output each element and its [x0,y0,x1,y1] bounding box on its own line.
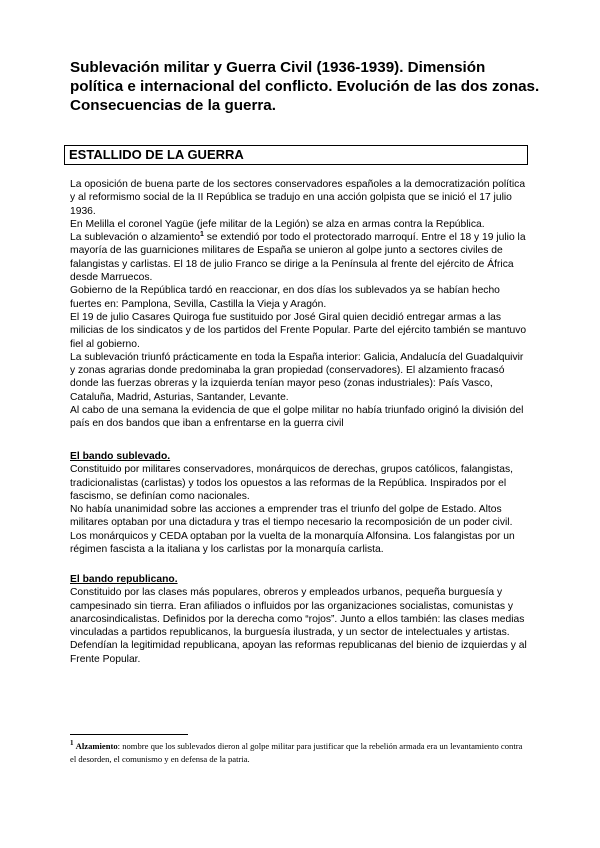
bando-republicano-block [70,573,530,666]
section-heading: ESTALLIDO DE LA GUERRA [69,147,244,162]
footnote-term: Alzamiento [75,741,118,751]
intro-paragraph: El 19 de julio Casares Quiroga fue sustituido por José Giral quien decidió entregar armas a las milicias de los sindicatos y de los partidos del Frente Popular. Parte del ejército también se mantuvo fiel al gobierno. [70,311,527,350]
document-title: Sublevación militar y Guerra Civil (1936-1939). Dimensión política e internacional del conflicto. Evolución de las dos zonas. Consecuencias de la guerra. [70,59,540,114]
republicano-paragraph: Defendían la legitimidad republicana, apoyan las reformas republicanas del bienio de izquierdas y al Frente Popular. [70,640,527,665]
intro-block [70,178,530,431]
subheading-republicano: El bando republicano. [70,574,178,585]
intro-paragraph: En Melilla el coronel Yagüe (jefe militar de la Legión) se alza en armas contra la República. [70,218,485,230]
paragraph-text: se extendió por todo el protectorado marroquí. Entre el 18 y 19 julio la mayoría de las guarniciones militares de España se unieron al golpe junto a sectores civiles de falangistas y carlistas. El 18 de julio Franco se dirige a la Península al frente del ejército de África desde Marruecos. [70,232,526,284]
intro-paragraph: Al cabo de una semana la evidencia de que el golpe militar no había triunfado originó la división del país en dos bandos que iban a enfrentarse en la guerra civil [70,405,524,430]
bando-sublevado-block [70,450,530,556]
footnote-marker: 1 [70,739,74,747]
sublevado-paragraph: Constituido por militares conservadores, monárquicos de derechas, grupos católicos, falangistas, tradicionalistas (carlistas) y todos los opuestos a las reformas de la República. Inspirados por el fascismo, se definían como nacionales. [70,464,513,502]
intro-paragraph: La oposición de buena parte de los sectores conservadores españoles a la democratización política y al reformismo social de la II República se tradujo en una acción golpista que se inició el 17 julio 1936. [70,179,526,217]
footnote-divider [70,734,188,735]
sublevado-paragraph: No había unanimidad sobre las acciones a emprender tras el triunfo del golpe de Estado. Altos militares optaban por una dictadura y tras el tiempo necesario la recomposición de un poder civil. Los monárquicos y CEDA optaban por la vuelta de la monarquía Alfonsina. Los falangistas por un régimen fascista a la italiana y los carlistas por la monarquía carlista. [70,504,515,556]
republicano-paragraph: Constituido por las clases más populares, obreros y empleados urbanos, pequeña burguesía y campesinado sin tierra. Eran afiliados o influidos por las organizaciones socialistas, comunistas y anarcosindicalistas. Definidos por la derecha como “rojos”. Junto a ellos también: las clases medias vinculadas a partidos republicanos, la burguesía ilustrada, y un sector de intelectuales y artistas. [70,587,525,639]
intro-paragraph: La sublevación triunfó prácticamente en toda la España interior: Galicia, Andalucía del Guadalquivir y zonas agrarias donde predominaba la gran propiedad (conservadores). El alzamiento fracasó donde las fuerzas obreras y la izquierda tenían mayor peso (zonas industriales): País Vasco, Cataluña, Madrid, Asturias, Santander, Levante. [70,351,524,403]
footnote-text: : nombre que los sublevados dieron al golpe militar para justificar que la rebelión armada era un levantamiento contra el desorden, el comunismo y en defensa de la patria. [70,741,523,764]
subheading-sublevado: El bando sublevado. [70,451,171,462]
footnote-reference[interactable]: 1 [199,231,204,239]
footnote [70,740,530,765]
intro-paragraph: Gobierno de la República tardó en reaccionar, en dos días los sublevados ya se habían hecho fuertes en: Pamplona, Sevilla, Castilla la Vieja y Aragón. [70,285,500,310]
intro-paragraph [70,231,530,284]
paragraph-text: La sublevación o alzamiento [70,232,200,244]
section-heading-box [64,145,528,165]
